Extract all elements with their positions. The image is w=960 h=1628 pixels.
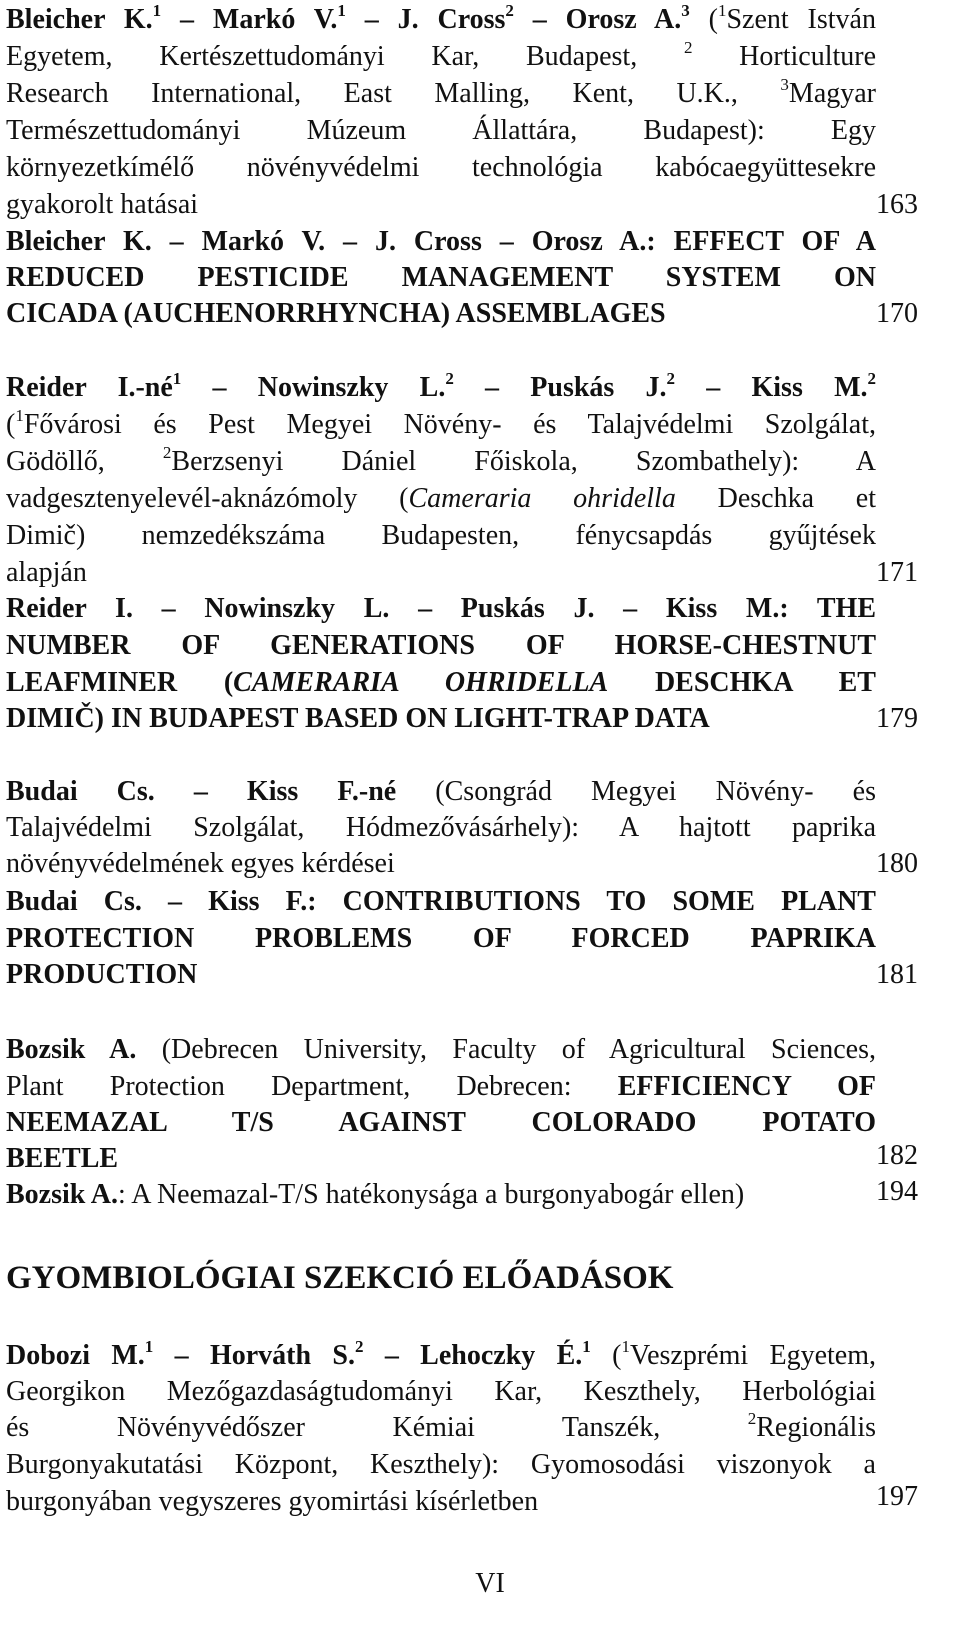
entry-2-page-number: 171 — [876, 557, 918, 588]
entry-1-title-line: gyakorolt hatásai — [6, 189, 199, 220]
entry-2-title-line: vadgesztenyelevél-aknázómoly (Cameraria ohridella Deschka et — [6, 483, 877, 514]
entry-3-english-page-number: 181 — [876, 959, 918, 990]
entry-2-english-title-line: DIMIČ) IN BUDAPEST BASED ON LIGHT-TRAP DATA — [6, 703, 710, 734]
entry-2-title-line: Dimič) nemzedékszáma Budapesten, fénycsapdás gyűjtések — [6, 520, 876, 551]
entry-3-title-line: növényvédelmének egyes kérdései — [6, 848, 395, 879]
entry-5-title-line: Burgonyakutatási Központ, Keszthely): Gyomosodási viszonyok a — [6, 1449, 876, 1480]
entry-2-title-line: alapján — [6, 557, 87, 588]
entry-3-authors-line: Budai Cs. – Kiss F.-né (Csongrád Megyei Növény- és — [6, 776, 876, 807]
entry-2-authors-line: Reider $I.-né^1$ – Nowinszky L.$^2$ – Puskás J.$^2$ – Kiss M.$^2$ — [6, 369, 876, 403]
entry-2-english-title-line: LEAFMINER (CAMERARIA OHRIDELLA DESCHKA ET — [6, 667, 876, 698]
entry-2-english-title-line: Reider I. – Nowinszky L. – Puskás J. – Kiss M.: THE — [6, 593, 877, 624]
entry-4-english-title-line: NEEMAZAL T/S AGAINST COLORADO POTATO — [6, 1107, 876, 1138]
entry-4-english-page-number: 182 — [876, 1140, 918, 1171]
entry-3-page-number: 180 — [876, 848, 918, 879]
entry-4-english-title-line: BEETLE — [6, 1143, 119, 1174]
entry-5-authors-line: Dobozi M.$^1$ – Horváth S.$^2$ – Lehoczky É.$^1$ ($^1$Veszprémi Egyetem, — [6, 1337, 877, 1371]
footer-page-number: VI — [475, 1568, 505, 1599]
entry-4-affiliation-line: Plant Protection Department, Debrecen: EFFICIENCY OF — [6, 1071, 876, 1102]
entry-2-english-page-number: 179 — [876, 703, 918, 734]
entry-1-english-page-number: 170 — [876, 298, 918, 329]
entry-3-english-title-line: PRODUCTION — [6, 959, 198, 990]
entry-4-authors-line: Bozsik A. (Debrecen University, Faculty of Agricultural Sciences, — [6, 1034, 876, 1065]
section-heading: GYOMBIOLÓGIAI SZEKCIÓ ELŐADÁSOK — [6, 1260, 674, 1296]
entry-5-affiliation-line: Georgikon Mezőgazdaságtudományi Kar, Keszthely, Herbológiai — [6, 1376, 876, 1407]
entry-2-english-title-line: NUMBER OF GENERATIONS OF HORSE-CHESTNUT — [6, 630, 876, 661]
entry-5-affiliation-line: és Növényvédőszer Kémiai Tanszék, $^2$Regionális — [6, 1409, 876, 1443]
entry-1-english-title-line: Bleicher K. – Markó V. – J. Cross – Orosz A.: EFFECT OF A — [6, 226, 876, 257]
entry-1-authors-line: Bleicher K.$^1$ – Markó V.$^1$ – J. Cross$^2$ – Orosz A.$^3$ ($^1$Szent István — [6, 1, 876, 35]
entry-4-hungarian-title-line: Bozsik A.: A Neemazal-T/S hatékonysága a burgonyabogár ellen) — [6, 1179, 745, 1210]
entry-1-title-line: Természettudományi Múzeum Állattára, Budapest): Egy — [6, 115, 876, 146]
entry-4-hungarian-page-number: 194 — [876, 1176, 918, 1207]
entry-1-affiliation-line: Egyetem, Kertészettudományi Kar, Budapest, $^2$ Horticulture — [6, 38, 876, 72]
entry-3-english-title-line: PROTECTION PROBLEMS OF FORCED PAPRIKA — [6, 923, 876, 954]
entry-2-affiliation-line: Gödöllő, $^2$Berzsenyi Dániel Főiskola, Szombathely): A — [6, 443, 876, 477]
entry-2-affiliation-line: ($^1$Fővárosi és Pest Megyei Növény- és Talajvédelmi Szolgálat, — [6, 406, 876, 440]
entry-5-title-line: burgonyában vegyszeres gyomirtási kísérletben — [6, 1486, 539, 1517]
entry-1-page-number: 163 — [876, 189, 918, 220]
entry-3-affiliation-line: Talajvédelmi Szolgálat, Hódmezővásárhely): A hajtott paprika — [6, 812, 876, 843]
entry-1-affiliation-line: Research International, East Malling, Kent, U.K., $^3$Magyar — [6, 75, 876, 109]
entry-3-english-title-line: Budai Cs. – Kiss F.: CONTRIBUTIONS TO SOME PLANT — [6, 886, 876, 917]
entry-1-english-title-line: CICADA (AUCHENORRHYNCHA) ASSEMBLAGES — [6, 298, 666, 329]
entry-1-english-title-line: REDUCED PESTICIDE MANAGEMENT SYSTEM ON — [6, 262, 876, 293]
entry-1-title-line: környezetkímélő növényvédelmi technológia kabócaegyüttesekre — [6, 152, 876, 183]
entry-5-page-number: 197 — [876, 1481, 918, 1512]
